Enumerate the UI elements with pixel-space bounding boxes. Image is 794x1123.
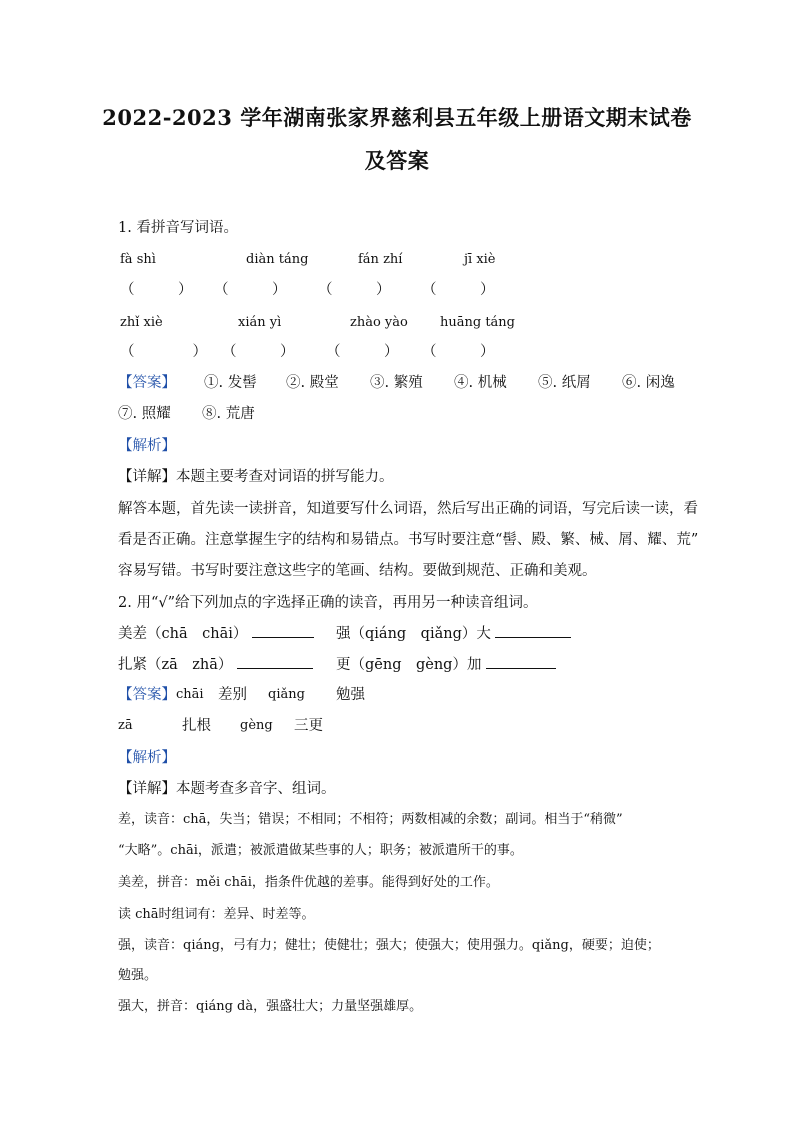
answer-item: ⑦. 照耀 [118,406,171,422]
q2-explanation-line: 美差，拼音：měi chāi，指条件优越的差事。能得到好处的工作。 [118,875,499,890]
q1-paragraph-line: 解答本题，首先读一读拼音，知道要写什么词语，然后写出正确的词语，写完后读一读，看 [118,501,698,517]
answer-blank[interactable]: （ ） [326,344,399,360]
q1-paragraph-line: 容易写错。书写时要注意这些字的笔画、结构。要做到规范、正确和美观。 [118,563,597,579]
q1-analysis-tag: 【解析】 [118,438,176,454]
q2-item: 美差（chā chāi） [118,623,314,644]
answer-blank[interactable]: （ ） [222,344,295,360]
answer-blank[interactable]: （ ） [120,344,207,360]
answer-item: ②. 殿堂 [286,375,339,391]
answer-blank[interactable]: （ ） [422,282,495,298]
answer-item: 三更 [294,718,323,734]
answer-underline[interactable] [495,623,571,638]
answer-underline[interactable] [486,654,556,669]
answer-underline[interactable] [252,623,314,638]
page-title-line1: 2022-2023 学年湖南张家界慈利县五年级上册语文期末试卷 [102,105,692,130]
q2-explanation-line: “大略”。chāi，派遣；被派遣做某些事的人；职务；被派遣所干的事。 [118,843,523,858]
q2-explanation-line: 强，读音：qiáng，弓有力；健壮；使健壮；强大；使强大；使用强力。qiǎng，硬要；迫使； [118,938,660,953]
answer-item: 差别 [218,687,247,703]
answer-item: ⑧. 荒唐 [202,406,255,422]
question-1-prompt: 1. 看拼音写词语。 [118,220,238,236]
answer-item: ①. 发髻 [204,375,257,391]
q2-explanation-line: 差，读音：chā，失当；错误；不相同；不相符；两数相减的余数；副词。相当于“稍微” [118,812,623,827]
q2-detail: 【详解】本题考查多音字、组词。 [118,781,336,797]
q2-explanation-line: 勉强。 [118,968,158,983]
answer-item: ③. 繁殖 [370,375,423,391]
q2-item: 更（gēng gèng）加 [336,654,556,675]
answer-item: ④. 机械 [454,375,507,391]
answer-blank[interactable]: （ ） [422,344,495,360]
q2-item: 扎紧（zā zhā） [118,654,313,675]
q1-paragraph-line: 看是否正确。注意掌握生字的结构和易错点。书写时要注意“髻、殿、繁、械、屑、耀、荒” [118,532,699,548]
pinyin: zhào yào [350,315,408,330]
answer-item: 勉强 [336,687,365,703]
q2-item: 强（qiáng qiǎng）大 [336,623,571,644]
answer-blank[interactable]: （ ） [318,282,391,298]
pinyin: zhǐ xiè [120,315,163,330]
pinyin: xián yì [238,315,282,330]
answer-item: ⑤. 纸屑 [538,375,591,391]
q2-explanation-line: 读 chā时组词有：差异、时差等。 [118,907,315,922]
answer-item: zā [118,718,133,733]
answer-underline[interactable] [237,654,313,669]
question-2-prompt: 2. 用“√”给下列加点的字选择正确的读音，再用另一种读音组词。 [118,595,538,611]
page-title-line2: 及答案 [364,148,430,173]
answer-item: chāi [176,687,204,702]
q2-analysis-tag: 【解析】 [118,750,176,766]
pinyin: fán zhí [358,252,403,267]
answer-tag: 【答案】 [118,375,176,391]
answer-item: ⑥. 闲逸 [622,375,675,391]
q2-explanation-line: 强大，拼音：qiáng dà，强盛壮大；力量坚强雄厚。 [118,999,423,1014]
answer-blank[interactable]: （ ） [120,282,193,298]
answer-blank[interactable]: （ ） [214,282,287,298]
q1-detail: 【详解】本题主要考查对词语的拼写能力。 [118,469,394,485]
pinyin: diàn táng [246,252,309,267]
answer-tag: 【答案】 [118,687,176,703]
answer-item: gèng [240,718,273,733]
pinyin: jī xiè [464,252,496,267]
answer-item: qiǎng [268,687,305,702]
pinyin: huāng táng [440,315,515,330]
answer-item: 扎根 [182,718,211,734]
pinyin: fà shì [120,252,156,267]
